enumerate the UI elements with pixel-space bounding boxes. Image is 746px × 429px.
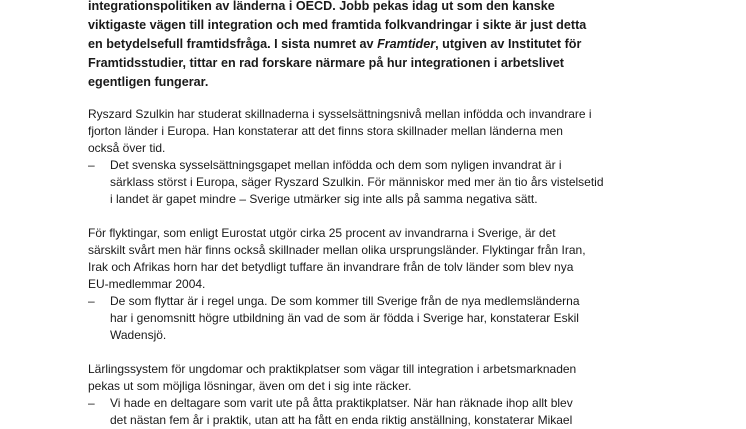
quote-line: Vi hade en deltagare som varit ute på åtta praktikplatser. När han räknade ihop allt blev [110, 396, 573, 410]
lead-line-text: en betydelsefull framtidsfråga. I sista numret av [88, 37, 378, 51]
quote-line: i landet är gapet mindre – Sverige utmärker sig inte alls på samma negativa sätt. [110, 192, 538, 206]
body-line: pekas ut som möjliga lösningar, även om det i sig inte räcker. [88, 379, 412, 393]
quote-dash: – [88, 294, 95, 308]
body-line: Ryszard Szulkin har studerat skillnaderna i sysselsättningsnivå mellan infödda och invandrare i [88, 107, 592, 121]
quote-paragraph [88, 157, 648, 208]
body-line: fjorton länder i Europa. Han konstaterar att det finns stora skillnader mellan länderna men [88, 124, 563, 138]
document-page [88, 0, 648, 429]
body-line: För flyktingar, som enligt Eurostat utgör cirka 25 procent av invandrarna i Sverige, är det [88, 226, 556, 240]
lead-line [88, 35, 648, 54]
lead-line-text: , utgiven av Institutet för [435, 37, 582, 51]
body-paragraph [88, 225, 648, 293]
body-line: Lärlingssystem för ungdomar och praktikplatser som vägar till integration i arbetsmarknaden [88, 362, 577, 376]
body-line: Irak och Afrikas horn har det betydligt tuffare än invandrare från de tolv länder som blev nya [88, 260, 574, 274]
body-line: särskilt svårt men här finns också skillnader mellan olika ursprungsländer. Flyktingar från Iran, [88, 243, 586, 257]
quote-line: har i genomsnitt högre utbildning än vad de som är födda i Sverige har, konstaterar Eskil [110, 311, 579, 325]
quote-line: De som flyttar är i regel unga. De som kommer till Sverige från de nya medlemsländerna [110, 294, 580, 308]
quote-paragraph [88, 395, 648, 429]
quote-line: det nästan fem år i praktik, utan att ha fått en enda riktig anställning, konstaterar Mikael [110, 413, 573, 427]
body-line: EU-medlemmar 2004. [88, 277, 206, 291]
lead-line: Framtidsstudier, tittar en rad forskare närmare på hur integrationen i arbetslivet [88, 56, 564, 70]
body-paragraph [88, 361, 648, 395]
publication-title: Framtider [377, 37, 436, 51]
lead-line: viktigaste vägen till integration och med framtida folkvandringar i sikte är just detta [88, 18, 587, 32]
quote-line: särklass störst i Europa, säger Ryszard Szulkin. För människor med mer än tio års vistelsetid [110, 175, 604, 189]
lead-paragraph [88, 0, 648, 92]
lead-line: integrationspolitiken av länderna i OECD. Jobb pekas idag ut som den kanske [88, 0, 555, 13]
quote-paragraph [88, 293, 648, 344]
quote-dash: – [88, 158, 95, 172]
quote-dash: – [88, 396, 95, 410]
quote-line: Det svenska sysselsättningsgapet mellan infödda och dem som nyligen invandrat är i [110, 158, 562, 172]
lead-line: egentligen fungerar. [88, 75, 209, 89]
body-paragraph [88, 106, 648, 157]
quote-line: Wadensjö. [110, 328, 167, 342]
body-line: också över tid. [88, 141, 166, 155]
